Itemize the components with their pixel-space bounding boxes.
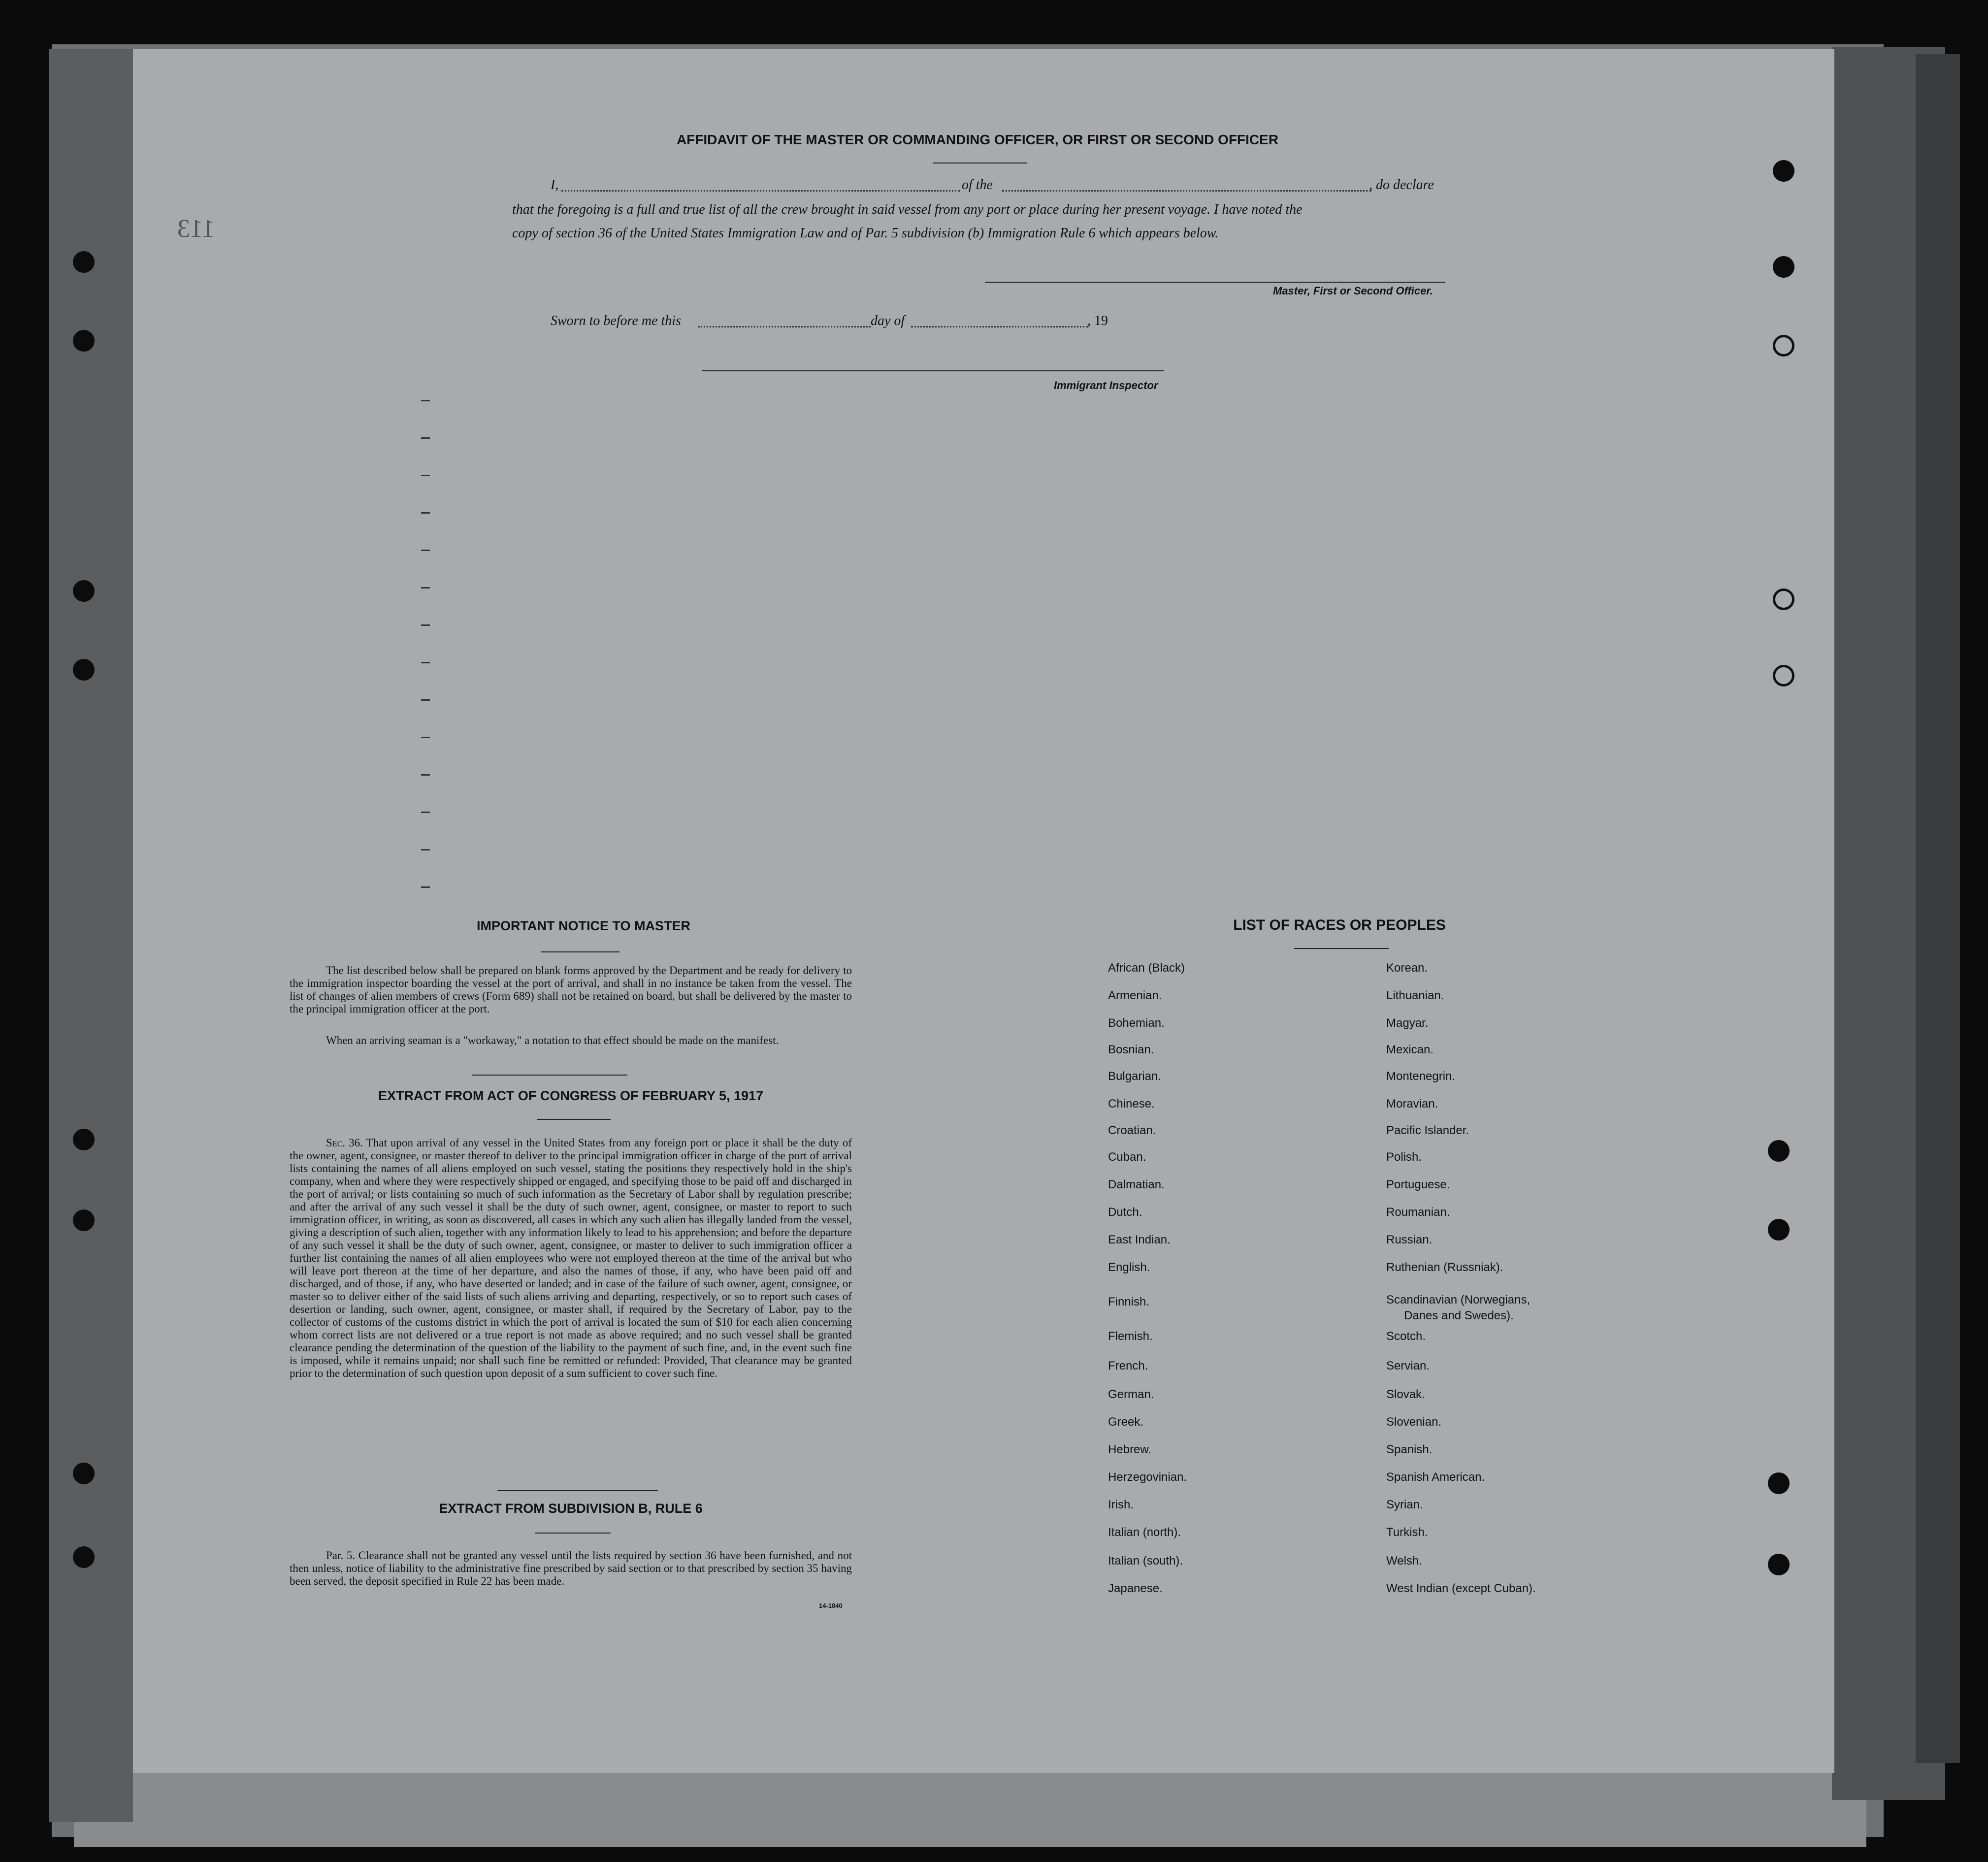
race-item: Chinese.: [1108, 1097, 1155, 1111]
race-item: Dutch.: [1108, 1206, 1142, 1219]
notice-paragraph-2: When an arriving seaman is a "workaway," a notation to that effect should be made on the manifest.: [326, 1034, 779, 1046]
form-tick: [421, 624, 430, 626]
section-label: Sec. 36.: [326, 1137, 363, 1149]
race-item: Scandinavian (Norwegians,: [1386, 1293, 1531, 1307]
punch-hole: [73, 330, 95, 352]
race-item: West Indian (except Cuban).: [1386, 1582, 1536, 1595]
form-tick: [421, 812, 430, 813]
race-item: Hebrew.: [1108, 1443, 1152, 1456]
race-item: Slovak.: [1386, 1388, 1425, 1401]
affidavit-i: I,: [551, 177, 559, 193]
signature-line: [985, 282, 1445, 283]
year-text: , 19: [1087, 313, 1108, 328]
punch-hole: [1768, 1554, 1790, 1575]
sworn-day-blank: [698, 326, 871, 327]
day-of-text: day of: [871, 313, 905, 328]
punch-hole: [1773, 335, 1794, 357]
punch-hole: [1773, 665, 1794, 686]
punch-hole: [1773, 588, 1794, 610]
race-item: Cuban.: [1108, 1150, 1146, 1164]
affidavit-declare: , do declare: [1369, 177, 1434, 193]
sworn-month-blank: [911, 326, 1088, 327]
race-item: Polish.: [1386, 1150, 1422, 1164]
race-item: Montenegrin.: [1386, 1070, 1456, 1083]
vessel-blank: [1002, 190, 1371, 192]
notice-paragraph-1: The list described below shall be prepared on blank forms approved by the Department and be ready for delivery to the immigration inspector boarding the vessel at the port of arrival, and shall in no instance be taken from the vessel. The list of changes of alien members of crews (Form 689) shall not be retained on board, but shall be delivered by the master to the principal immigration officer at the port.: [290, 964, 852, 1015]
form-tick: [421, 512, 430, 514]
race-item: Roumanian.: [1386, 1206, 1450, 1219]
form-tick: [421, 774, 430, 776]
punch-hole: [73, 659, 95, 681]
form-number: 14-1840: [819, 1602, 843, 1609]
race-item: Armenian.: [1108, 989, 1162, 1002]
race-item: Finnish.: [1108, 1295, 1150, 1308]
race-item: African (Black): [1108, 961, 1185, 975]
race-item: Mexican.: [1386, 1043, 1434, 1056]
race-item: Herzegovinian.: [1108, 1470, 1187, 1484]
race-item: Servian.: [1386, 1359, 1430, 1372]
race-item: Lithuanian.: [1386, 989, 1444, 1002]
affidavit-line2: that the foregoing is a full and true list of all the crew brought in said vessel from any port or place during her present voyage. I have noted the: [512, 202, 1303, 217]
race-item: Syrian.: [1386, 1498, 1423, 1511]
sworn-text: Sworn to before me this: [551, 313, 681, 328]
punch-hole: [1768, 1140, 1790, 1162]
race-item: Korean.: [1386, 961, 1428, 975]
punch-hole: [73, 251, 95, 273]
race-item: Moravian.: [1386, 1097, 1438, 1111]
form-tick: [421, 475, 430, 476]
inspector-line: [702, 370, 1164, 371]
race-item: Greek.: [1108, 1415, 1144, 1429]
race-item: German.: [1108, 1388, 1154, 1401]
punch-hole: [1773, 160, 1794, 182]
punch-hole: [1773, 256, 1794, 278]
divider: [497, 1490, 658, 1491]
divider: [537, 1119, 611, 1120]
punch-hole: [73, 1209, 95, 1231]
races-title: LIST OF RACES OR PEOPLES: [1233, 917, 1446, 933]
race-item-continuation: Danes and Swedes).: [1404, 1309, 1514, 1322]
race-item: Croatian.: [1108, 1124, 1156, 1137]
divider: [541, 951, 619, 952]
form-tick: [421, 587, 430, 588]
race-item: Spanish.: [1386, 1443, 1433, 1456]
race-item: English.: [1108, 1261, 1150, 1274]
race-item: Portuguese.: [1386, 1178, 1450, 1191]
race-item: Italian (south).: [1108, 1554, 1183, 1568]
affidavit-line3: copy of section 36 of the United States Immigration Law and of Par. 5 subdivision (b) Immigration Rule 6 which appears below.: [512, 226, 1219, 241]
act-extract-title: EXTRACT FROM ACT OF CONGRESS OF FEBRUARY 5, 1917: [378, 1088, 764, 1103]
form-tick: [421, 662, 430, 663]
page-edge-right-dark: [1916, 54, 1960, 1763]
punch-hole: [1768, 1472, 1790, 1494]
race-item: Flemish.: [1108, 1330, 1153, 1343]
signature-label: Master, First or Second Officer.: [1273, 285, 1433, 297]
margin-number: 113: [177, 215, 215, 243]
punch-hole: [73, 1463, 95, 1484]
race-item: Japanese.: [1108, 1582, 1163, 1595]
race-item: Pacific Islander.: [1386, 1124, 1469, 1137]
form-tick: [421, 737, 430, 738]
section-text: That upon arrival of any vessel in the United States from any foreign port or place it shall be the duty of the owner, agent, consignee, or master thereof to deliver to the principal immigration officer in charge of the port of arrival lists containing the names of all aliens employed on such vessel, stating the positions they respectively hold in the ship's company, when and where they were respectively shipped or engaged, and specifying those to be paid off and discharged in the port of arrival; or lists containing so much of such information as the Secretary of Labor shall by regulation prescribe; and after the arrival of any such vessel it shall be the duty of such owner, agent, consignee, or master to report to such immigration officer, in writing, as soon as discovered, all cases in which any such alien has illegally landed from the vessel, giving a description of such alien, together with any information likely to lead to his apprehension; and before the departure of any such vessel it shall be the duty of such owner, agent, consignee, or master to deliver to such immigration officer a further list containing the names of all alien employees who were not employed thereon at the time of the arrival but who will leave port thereon at the time of her departure, and also the names of those, if any, who have been paid off and discharged, and of those, if any, who have deserted or landed; and in case of the failure of such owner, agent, consignee, or master so to deliver either of the said lists of such aliens arriving and departing, respectively, or so to report such cases of desertion or landing, such owner, agent, consignee, or master shall, if required by the Secretary of Labor, pay to the collector of customs of the customs district in which the port of arrival is located the sum of $10 for each alien concerning whom correct lists are not delivered or a true report is not made as above required; and no such vessel shall be granted clearance pending the determination of the question of the liability to the payment of such fine, and, in the event such fine is imposed, while it remains unpaid; nor shall such fine be remitted or refunded: Provided, That clearance may be granted prior to the determination of such question upon deposit of a sum sufficient to cover such fine.: [290, 1137, 852, 1379]
punch-hole: [73, 1546, 95, 1568]
race-item: Scotch.: [1386, 1330, 1426, 1343]
race-item: Magyar.: [1386, 1016, 1429, 1030]
affidavit-of-the: of the: [962, 177, 993, 193]
race-item: Welsh.: [1386, 1554, 1422, 1568]
race-item: Turkish.: [1386, 1526, 1428, 1539]
race-item: Bulgarian.: [1108, 1070, 1162, 1083]
form-tick: [421, 437, 430, 439]
divider: [472, 1075, 627, 1076]
race-item: Russian.: [1386, 1233, 1433, 1246]
punch-hole: [73, 580, 95, 602]
race-item: Bohemian.: [1108, 1016, 1165, 1030]
form-tick: [421, 886, 430, 888]
rule-extract-text: Par. 5. Clearance shall not be granted any vessel until the lists required by section 36 have been furnished, and not then unless, notice of liability to the administrative fine prescribed by said section or to that prescribed by section 35 having been served, the deposit specified in Rule 22 has been made.: [290, 1549, 852, 1587]
race-item: Slovenian.: [1386, 1415, 1442, 1429]
form-tick: [421, 550, 430, 551]
race-item: Bosnian.: [1108, 1043, 1154, 1056]
divider: [1294, 948, 1389, 949]
race-item: East Indian.: [1108, 1233, 1171, 1246]
affidavit-title: AFFIDAVIT OF THE MASTER OR COMMANDING OFFICER, OR FIRST OR SECOND OFFICER: [676, 132, 1279, 147]
race-item: Irish.: [1108, 1498, 1134, 1511]
rule-extract-title: EXTRACT FROM SUBDIVISION B, RULE 6: [439, 1501, 703, 1516]
punch-hole: [73, 1129, 95, 1150]
form-tick: [421, 849, 430, 850]
inspector-label: Immigrant Inspector: [1054, 379, 1158, 392]
race-item: Italian (north).: [1108, 1526, 1181, 1539]
race-item: Ruthenian (Russniak).: [1386, 1261, 1503, 1274]
race-item: French.: [1108, 1359, 1148, 1372]
divider: [535, 1533, 611, 1534]
notice-title: IMPORTANT NOTICE TO MASTER: [477, 918, 690, 933]
act-extract-text: [290, 1137, 852, 1380]
race-item: Spanish American.: [1386, 1470, 1485, 1484]
race-item: Dalmatian.: [1108, 1178, 1165, 1191]
form-tick: [421, 400, 430, 401]
form-tick: [421, 699, 430, 701]
punch-hole: [1768, 1219, 1790, 1241]
name-blank: [561, 190, 960, 192]
